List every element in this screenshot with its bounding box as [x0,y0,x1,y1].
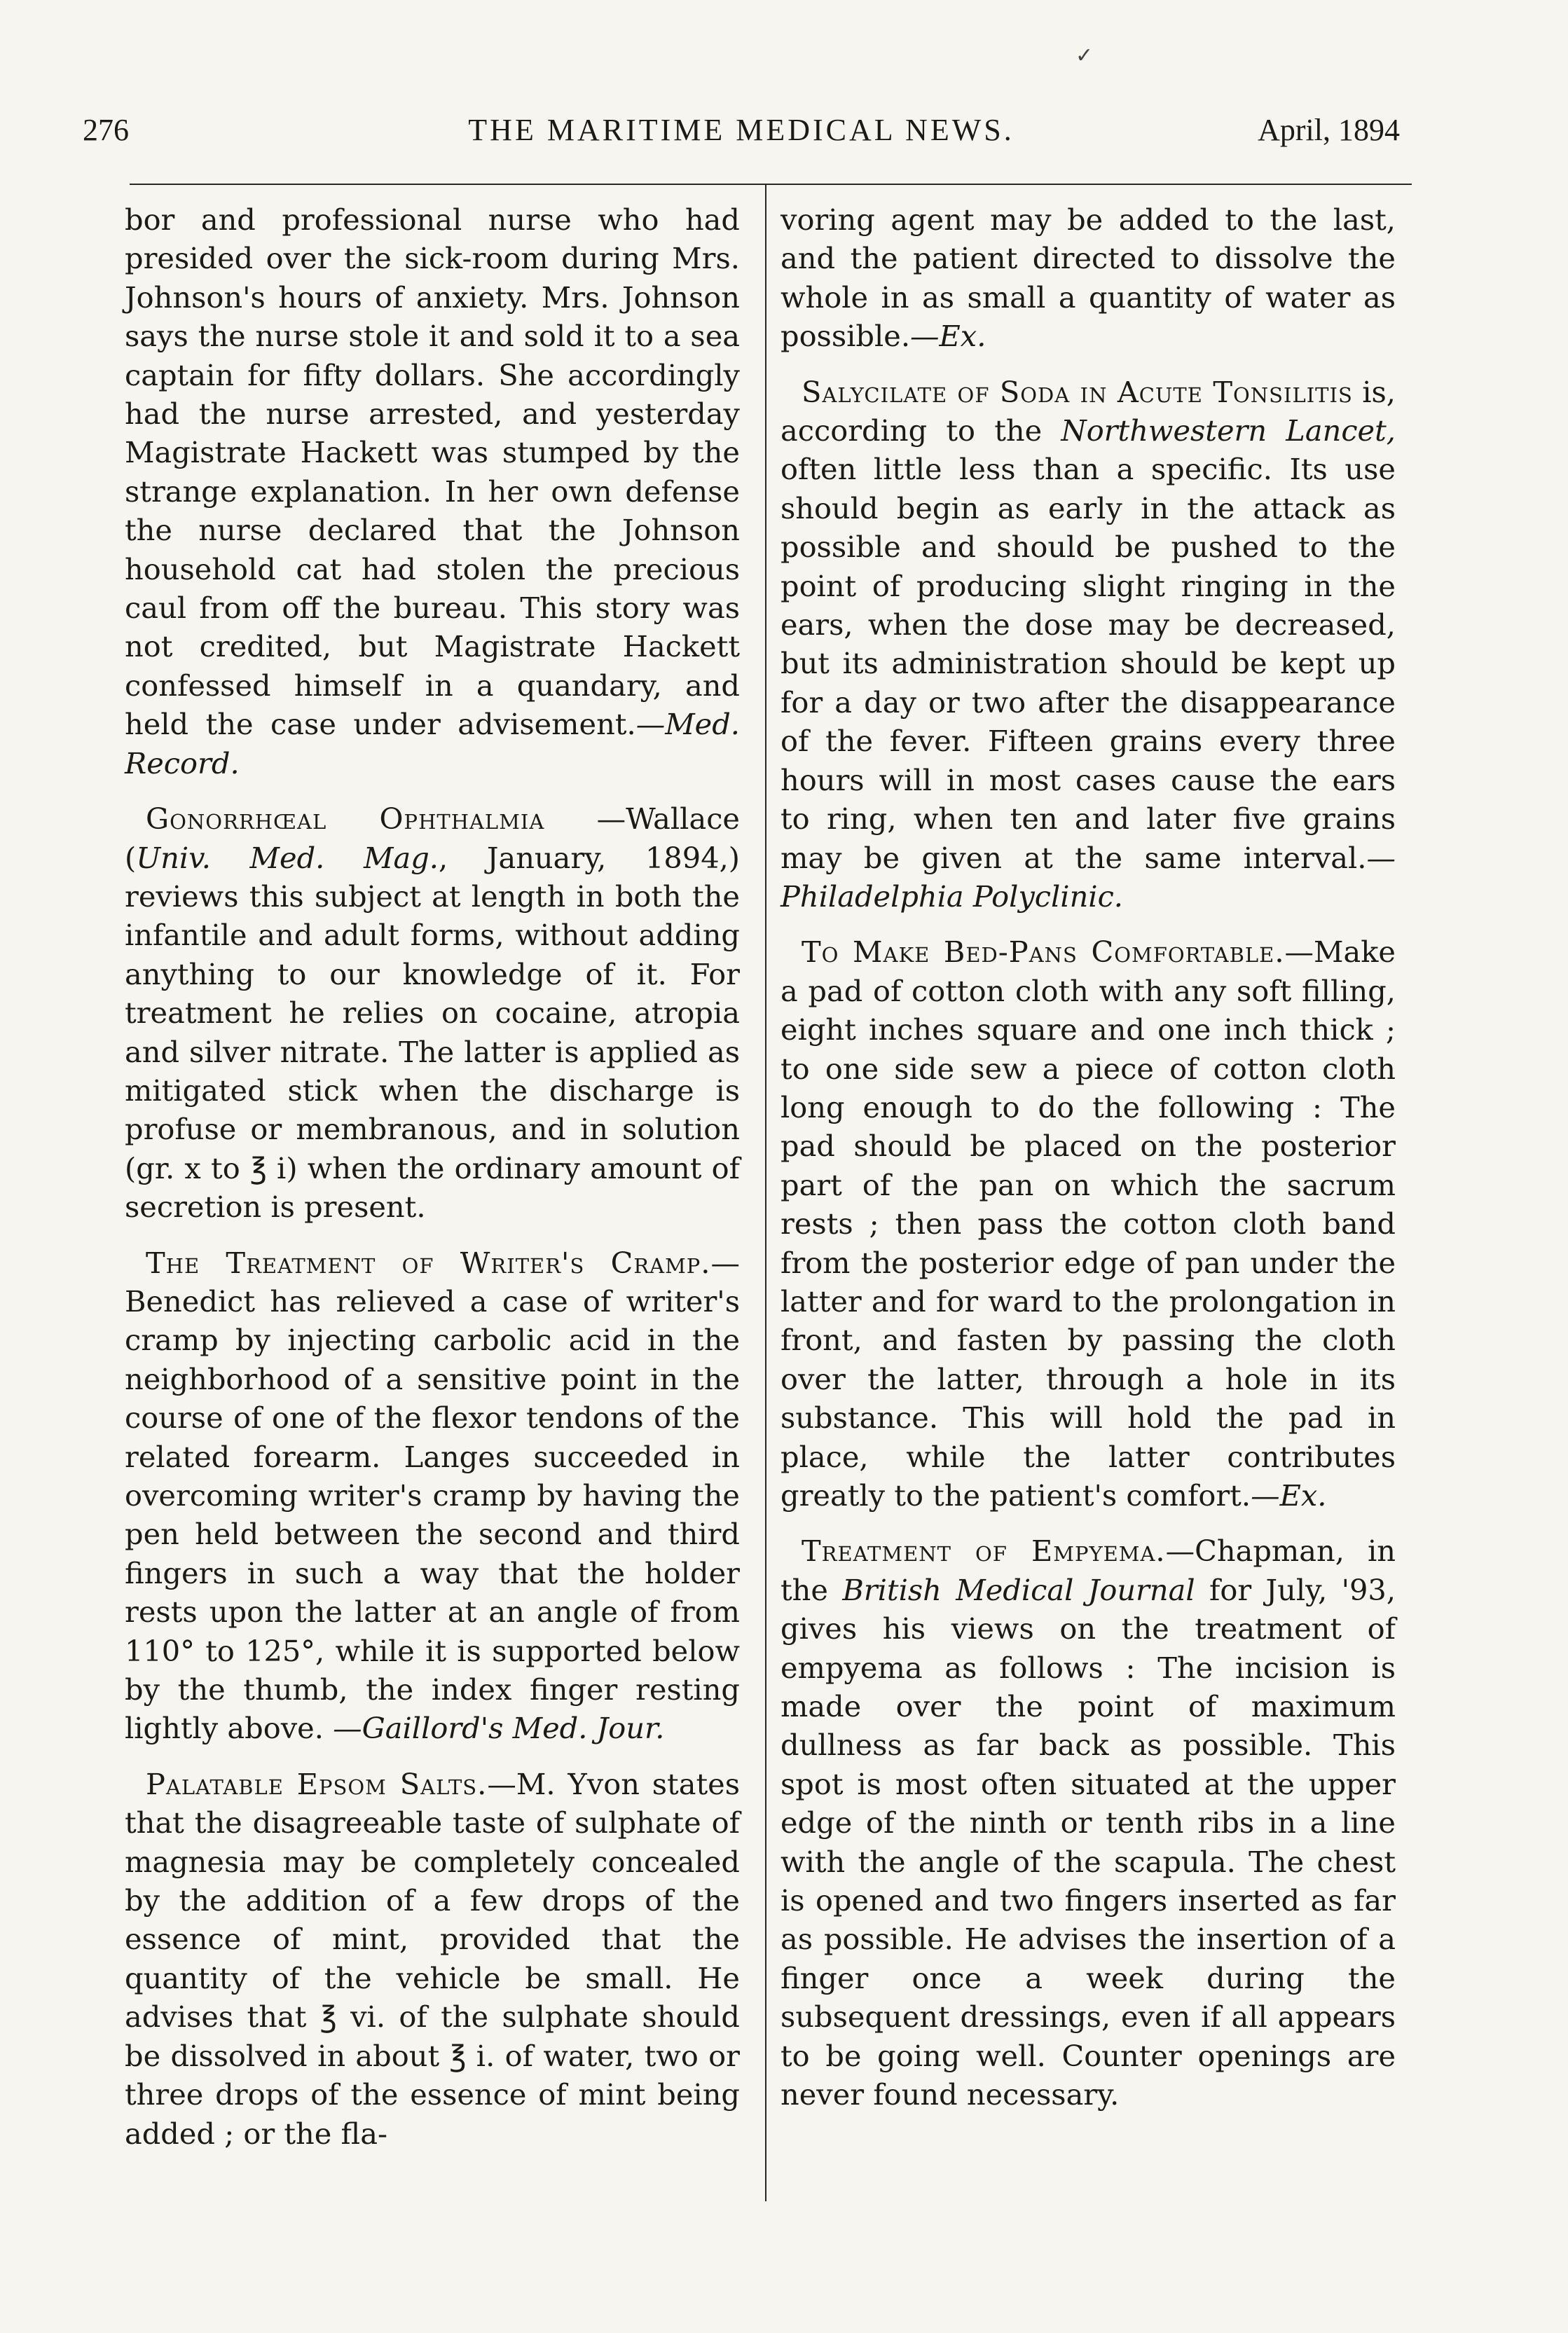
article-heading: Palatable Epsom Salts. [146,1766,488,1801]
article-heading: Gonorrhœal Ophthalmia [146,801,545,837]
journal-name: Northwestern Lancet, [1061,413,1396,448]
article-heading: To Make Bed-Pans Comfortable. [802,935,1285,970]
paragraph-body: , January, 1894,) reviews this subject at length in both the infantile and adult forms, without adding anything to our knowledge of it. For treatment he relies on cocaine, atropia and silver nitrate. The latter is applied as mitigated stick when the discharge is profuse or membranous, and in solution (gr. x to ℥ i) when the ordinary amount of secretion is present. [125,840,740,1225]
running-header [83,112,1400,161]
issue-date: April, 1894 [1258,113,1400,147]
paragraph-body: voring agent may be added to the last, and the patient directed to dissolve the whole in as small a quantity of water as possible. [780,202,1396,354]
citation: —Ex. [1251,1478,1327,1513]
left-column [125,200,740,2153]
paragraph-body: —Wallace ( [125,801,740,875]
paragraph-body: —Make a pad of cotton cloth with any soft filling, eight inches square and one inch thick ; to one side sew a piece of cotton cloth long enough to do the following : The pad should be placed on the posterior part of the pan on which the sacrum rests ; then pass the cotton cloth band from the posterior edge of pan under the latter and for ward to the prolongation in front, and fasten by passing the cloth over the latter, through a hole in its substance. This will hold the pad in place, while the latter contributes greatly to the patient's comfort. [780,935,1396,1513]
journal-title: THE MARITIME MEDICAL NEWS. [468,113,1015,147]
article-salycilate-soda [780,373,1396,916]
citation: —Ex. [910,319,986,354]
article-epsom-salts [125,1765,740,2153]
stray-mark: ✓ [1075,43,1094,68]
journal-name: British Medical Journal [842,1572,1195,1607]
article-gonorrhoeal-ophthalmia [125,799,740,1226]
citation: —Gaillord's Med. Jour. [333,1711,665,1746]
article-writers-cramp [125,1244,740,1748]
paragraph-body: —M. Yvon states that the disagreeable taste of sulphate of magnesia may be completely concealed by the addition of a few drops of the essence of mint, provided that the quantity of the vehicle be small. He advises that ℥ vi. of the sulphate should be dissolved in about ℥ i. of water, two or three drops of the essence of mint being added ; or the fla- [125,1766,740,2151]
article-heading: Salycilate of Soda in Acute Tonsilitis [802,374,1353,409]
paragraph-body: is, according to the [780,374,1396,448]
citation: —Med. Record. [125,707,740,780]
paragraph-body: —Benedict has relieved a case of writer's cramp by injecting carbolic acid in the neighborhood of a sensitive point in the course of one of the flexor tendons of the related forearm. Langes succeeded in overcoming writer's cramp by having the pen held between the second and third fingers in such a way that the holder rests upon the latter at an angle of from 110° to 125°, while it is supported below by the thumb, the index finger resting lightly above. [125,1245,740,1746]
citation: —Philadelphia Polyclinic. [780,840,1396,914]
paragraph-body: —Chapman, in the [780,1534,1396,1607]
paragraph-body: often little less than a specific. Its use should begin as early in the attack as possible and should be pushed to the point of producing slight ringing in the ears, when the dose may be decreased, but its administration should be kept up for a day or two after the disappearance of the fever. Fifteen grains every three hours will in most cases cause the ears to ring, when ten and later five grains may be given at the same interval. [780,452,1396,875]
column-divider [765,184,766,2201]
header-rule [130,184,1412,185]
page-number: 276 [83,113,129,147]
article-heading: Treatment of Empyema. [802,1534,1166,1569]
article-bed-pans [780,932,1396,1515]
article-empyema [780,1532,1396,2114]
paragraph-body: for July, '93, gives his views on the treatment of empyema as follows : The incision is made over the point of maximum dullness as far back as possible. This spot is most often situated at the upper edge of the ninth or tenth ribs in a line with the angle of the scapula. The chest is opened and two fingers inserted as far as possible. He advises the insertion of a finger once a week during the subsequent dressings, even if all appears to be going well. Counter openings are never found necessary. [780,1572,1396,2112]
article-heading: The Treatment of Writer's Cramp. [146,1245,711,1280]
right-column [780,200,1396,2114]
article-continued-epsom [780,200,1396,356]
journal-name: Univ. Med. Mag. [136,840,439,875]
paragraph-body: bor and professional nurse who had presided over the sick-room during Mrs. Johnson's hours of anxiety. Mrs. Johnson says the nurse stole it and sold it to a sea captain for fifty dollars. She accordingly had the nurse arrested, and yesterday Magistrate Hackett was stumped by the strange explanation. In her own defense the nurse declared that the Johnson household cat had stolen the precious caul from off the bureau. This story was not credited, but Magistrate Hackett confessed himself in a quandary, and held the case under advisement. [125,202,740,742]
article-continued-caul [125,200,740,783]
